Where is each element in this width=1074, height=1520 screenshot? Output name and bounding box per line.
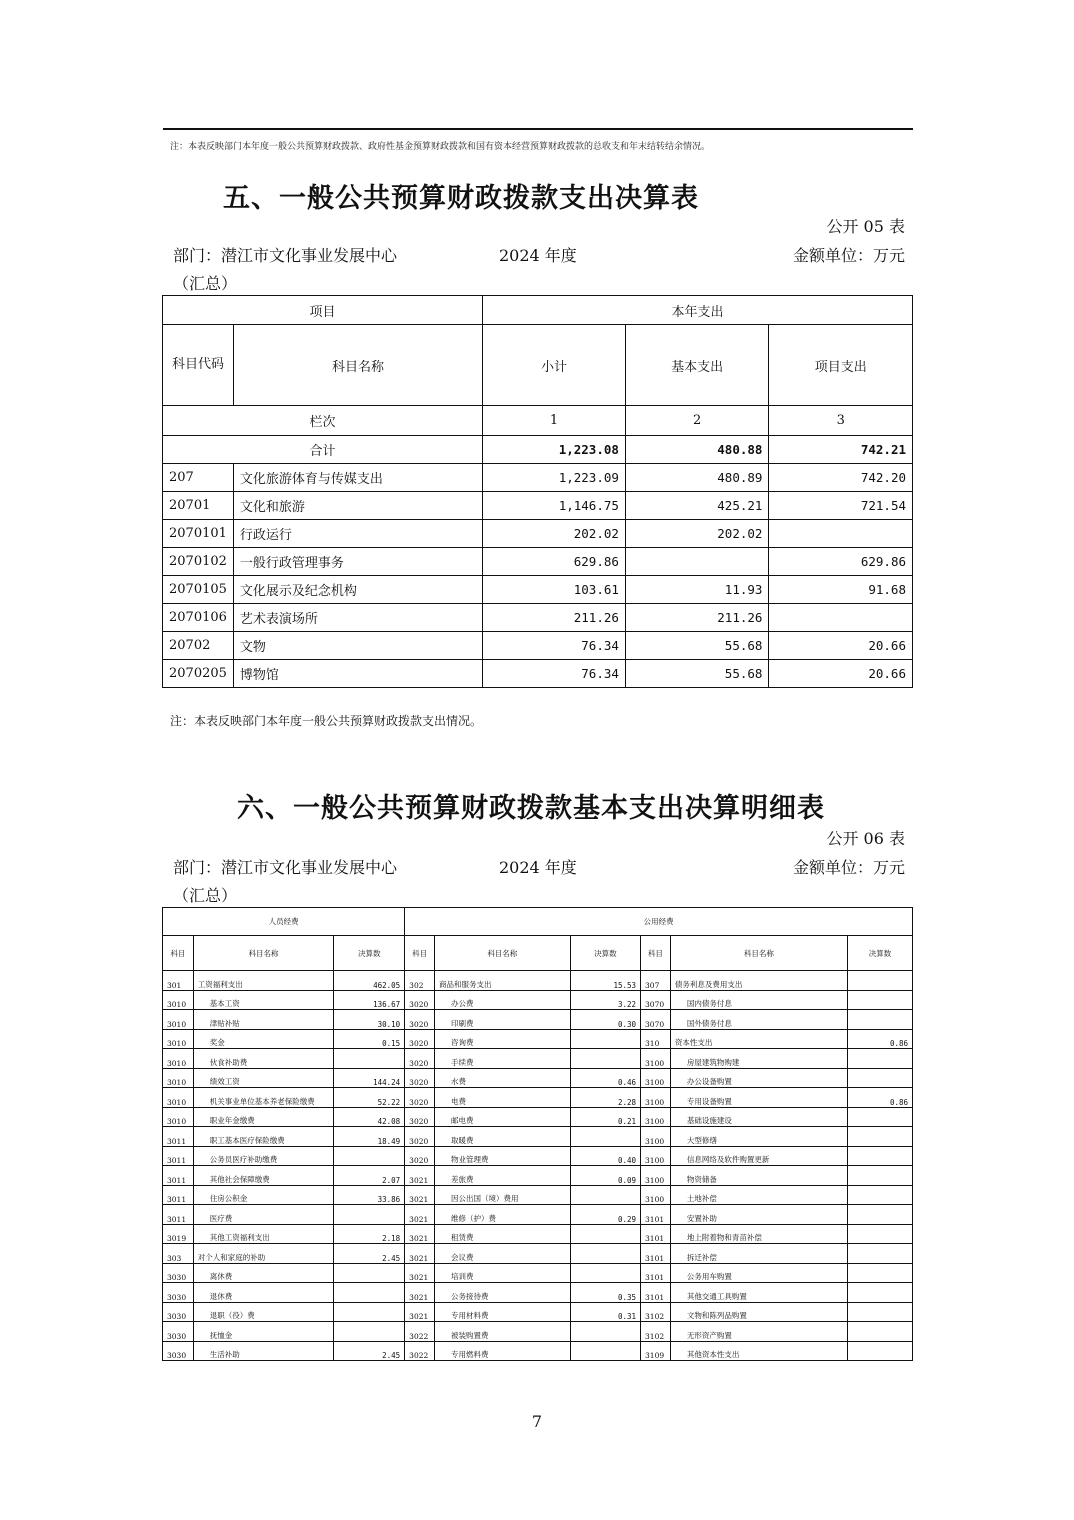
row-project: 20.66: [769, 632, 913, 660]
table6-row: [163, 1283, 913, 1303]
name-1: 津贴补贴: [193, 1010, 334, 1030]
name-2: 专用燃料费: [435, 1341, 571, 1361]
code-3: 3100: [641, 1127, 671, 1147]
code-2: 3020: [405, 1029, 435, 1049]
amount-3: [848, 1224, 913, 1244]
table6-row: [163, 990, 913, 1010]
row-code: 2070106: [163, 604, 234, 632]
name-1: 其他工资福利支出: [193, 1224, 334, 1244]
name-3: 办公设备购置: [670, 1068, 847, 1088]
name-1: 机关事业单位基本养老保险缴费: [193, 1088, 334, 1108]
code-2: 3021: [405, 1263, 435, 1283]
table5-department: 部门：潜江市文化事业发展中心: [173, 246, 398, 265]
row-subtotal: 211.26: [483, 604, 626, 632]
code-2: 3020: [405, 1088, 435, 1108]
row-code: 2070205: [163, 660, 234, 688]
table5-unit: 金额单位：万元: [792, 246, 905, 265]
group-personnel: 人员经费: [163, 908, 405, 936]
code-2: 3021: [405, 1185, 435, 1205]
amount-1: 18.49: [334, 1127, 405, 1147]
amount-1: 33.86: [334, 1185, 405, 1205]
table6-row: [163, 1029, 913, 1049]
table6-row: [163, 1010, 913, 1030]
code-3: 3100: [641, 1068, 671, 1088]
row-subtotal: 103.61: [483, 576, 626, 604]
amount-2: [570, 1224, 640, 1244]
amount-1: 2.45: [334, 1244, 405, 1264]
amount-2: [570, 1029, 640, 1049]
code-1: 3010: [163, 1068, 194, 1088]
code-2: 3021: [405, 1244, 435, 1264]
name-1: 生活补助: [193, 1341, 334, 1361]
name-2: 维修（护）费: [435, 1205, 571, 1225]
code-2: 3020: [405, 1127, 435, 1147]
hdr-code-3: 科目: [641, 936, 671, 971]
code-2: 302: [405, 971, 435, 991]
table5-row: [163, 660, 913, 688]
name-2: 物业管理费: [435, 1146, 571, 1166]
name-3: 信息网络及软件购置更新: [670, 1146, 847, 1166]
header-project: 项目: [163, 296, 483, 325]
table6-row: [163, 1088, 913, 1108]
group-public: 公用经费: [405, 908, 913, 936]
table5-code: 公开 05 表: [826, 217, 905, 236]
table6-row: [163, 1166, 913, 1186]
amount-3: [848, 1049, 913, 1069]
amount-3: [848, 1185, 913, 1205]
code-3: 3101: [641, 1224, 671, 1244]
amount-3: [848, 990, 913, 1010]
amount-3: [848, 1107, 913, 1127]
total-label: 合计: [163, 436, 483, 464]
top-divider: [163, 128, 913, 130]
table6-row: [163, 1224, 913, 1244]
name-3: 公务用车购置: [670, 1263, 847, 1283]
table5-row: [163, 464, 913, 492]
amount-2: 0.40: [570, 1146, 640, 1166]
code-1: 3030: [163, 1322, 194, 1342]
name-2: 手续费: [435, 1049, 571, 1069]
amount-1: [334, 1302, 405, 1322]
code-2: 3021: [405, 1224, 435, 1244]
code-3: 3101: [641, 1244, 671, 1264]
code-2: 3020: [405, 1146, 435, 1166]
name-3: 国内债务付息: [670, 990, 847, 1010]
code-1: 3010: [163, 1049, 194, 1069]
name-3: 大型修缮: [670, 1127, 847, 1147]
name-2: 差旅费: [435, 1166, 571, 1186]
name-3: 无形资产购置: [670, 1322, 847, 1342]
table5-row: [163, 492, 913, 520]
name-3: 物资储备: [670, 1166, 847, 1186]
name-2: 会议费: [435, 1244, 571, 1264]
name-1: 离休费: [193, 1263, 334, 1283]
amount-3: [848, 1283, 913, 1303]
name-3: 土地补偿: [670, 1185, 847, 1205]
row-code: 2070105: [163, 576, 234, 604]
amount-1: 0.15: [334, 1029, 405, 1049]
code-2: 3020: [405, 990, 435, 1010]
row-name: 文化展示及纪念机构: [233, 576, 482, 604]
table5-meta: [173, 243, 905, 266]
header-subtotal: 小计: [483, 325, 626, 406]
amount-2: 3.22: [570, 990, 640, 1010]
row-basic: 11.93: [625, 576, 769, 604]
name-3: 基础设施建设: [670, 1107, 847, 1127]
name-1: 伙食补助费: [193, 1049, 334, 1069]
table6-row: [163, 1068, 913, 1088]
row-name: 文化旅游体育与传媒支出: [233, 464, 482, 492]
row-subtotal: 202.02: [483, 520, 626, 548]
code-1: 3030: [163, 1263, 194, 1283]
code-3: 3100: [641, 1088, 671, 1108]
code-3: 3070: [641, 990, 671, 1010]
name-1: 职工基本医疗保险缴费: [193, 1127, 334, 1147]
row-code: 207: [163, 464, 234, 492]
amount-2: 0.31: [570, 1302, 640, 1322]
total-project: 742.21: [769, 436, 913, 464]
amount-2: 0.29: [570, 1205, 640, 1225]
table6-row: [163, 1322, 913, 1342]
name-3: 国外债务付息: [670, 1010, 847, 1030]
amount-1: 2.18: [334, 1224, 405, 1244]
table6-row: [163, 971, 913, 991]
row-code: 2070101: [163, 520, 234, 548]
amount-2: [570, 1263, 640, 1283]
header-current-year: 本年支出: [483, 296, 913, 325]
code-2: 3020: [405, 1068, 435, 1088]
name-1: 公务员医疗补助缴费: [193, 1146, 334, 1166]
code-1: 3010: [163, 1010, 194, 1030]
name-2: 取暖费: [435, 1127, 571, 1147]
table5-row: [163, 604, 913, 632]
amount-2: [570, 1049, 640, 1069]
code-1: 3030: [163, 1283, 194, 1303]
table5-note: 注：本表反映部门本年度一般公共预算财政拨款支出情况。: [170, 714, 483, 728]
amount-1: [334, 1322, 405, 1342]
header-basic: 基本支出: [625, 325, 769, 406]
header-col1: 1: [483, 406, 626, 436]
row-subtotal: 629.86: [483, 548, 626, 576]
code-1: 3030: [163, 1302, 194, 1322]
hdr-amount-2: 决算数: [570, 936, 640, 971]
name-3: 债务利息及费用支出: [670, 971, 847, 991]
code-2: 3020: [405, 1049, 435, 1069]
amount-2: [570, 1185, 640, 1205]
row-project: 91.68: [769, 576, 913, 604]
amount-3: [848, 1302, 913, 1322]
top-note: 注：本表反映部门本年度一般公共预算财政拨款、政府性基金预算财政拨款和国有资本经营预算财政拨款的总收支和年末结转结余情况。: [170, 142, 711, 152]
amount-3: [848, 1322, 913, 1342]
name-3: 房屋建筑物购建: [670, 1049, 847, 1069]
amount-1: [334, 1263, 405, 1283]
row-code: 2070102: [163, 548, 234, 576]
row-project: 629.86: [769, 548, 913, 576]
amount-1: 136.67: [334, 990, 405, 1010]
amount-1: 2.45: [334, 1341, 405, 1361]
amount-2: 0.30: [570, 1010, 640, 1030]
code-3: 3070: [641, 1010, 671, 1030]
table5-summary-tag: （汇总）: [173, 274, 238, 293]
code-2: 3020: [405, 1107, 435, 1127]
code-1: 303: [163, 1244, 194, 1264]
amount-3: [848, 971, 913, 991]
amount-2: 0.46: [570, 1068, 640, 1088]
amount-1: 144.24: [334, 1068, 405, 1088]
code-1: 3011: [163, 1205, 194, 1225]
table6-title: 六、一般公共预算财政拨款基本支出决算明细表: [237, 793, 825, 824]
code-3: 3100: [641, 1146, 671, 1166]
name-2: 水费: [435, 1068, 571, 1088]
code-3: 3102: [641, 1322, 671, 1342]
table6-row: [163, 1146, 913, 1166]
code-3: 3101: [641, 1263, 671, 1283]
header-project-exp: 项目支出: [769, 325, 913, 406]
amount-3: [848, 1010, 913, 1030]
code-1: 3011: [163, 1127, 194, 1147]
code-3: 3100: [641, 1107, 671, 1127]
name-1: 职业年金缴费: [193, 1107, 334, 1127]
row-project: 742.20: [769, 464, 913, 492]
name-3: 文物和陈列品购置: [670, 1302, 847, 1322]
code-3: 3101: [641, 1205, 671, 1225]
header-name: 科目名称: [233, 325, 482, 406]
amount-3: [848, 1244, 913, 1264]
name-1: 住房公积金: [193, 1185, 334, 1205]
row-subtotal: 76.34: [483, 632, 626, 660]
table6-row: [163, 1341, 913, 1361]
amount-2: 0.21: [570, 1107, 640, 1127]
table5-row: [163, 520, 913, 548]
table5-row: [163, 632, 913, 660]
amount-1: [334, 1205, 405, 1225]
code-1: 3011: [163, 1185, 194, 1205]
table5-title: 五、一般公共预算财政拨款支出决算表: [223, 183, 699, 214]
table6-summary-tag: （汇总）: [173, 886, 238, 905]
row-name: 一般行政管理事务: [233, 548, 482, 576]
code-2: 3021: [405, 1302, 435, 1322]
row-basic: [625, 548, 769, 576]
row-subtotal: 76.34: [483, 660, 626, 688]
total-subtotal: 1,223.08: [483, 436, 626, 464]
code-1: 3010: [163, 1088, 194, 1108]
table6-row: [163, 1049, 913, 1069]
code-1: 3019: [163, 1224, 194, 1244]
table6-code: 公开 06 表: [826, 829, 905, 848]
name-2: 被装购置费: [435, 1322, 571, 1342]
hdr-name-1: 科目名称: [193, 936, 334, 971]
row-basic: 55.68: [625, 660, 769, 688]
code-3: 3100: [641, 1185, 671, 1205]
code-1: 3010: [163, 1107, 194, 1127]
name-3: 安置补助: [670, 1205, 847, 1225]
name-2: 印刷费: [435, 1010, 571, 1030]
table6-year: 2024 年度: [499, 858, 577, 877]
code-3: 3102: [641, 1302, 671, 1322]
name-1: 退职（役）费: [193, 1302, 334, 1322]
amount-2: 0.35: [570, 1283, 640, 1303]
amount-3: [848, 1127, 913, 1147]
amount-2: [570, 1244, 640, 1264]
code-2: 3022: [405, 1341, 435, 1361]
amount-1: [334, 1146, 405, 1166]
hdr-amount-1: 决算数: [334, 936, 405, 971]
code-2: 3022: [405, 1322, 435, 1342]
header-column-order: 栏次: [163, 406, 483, 436]
table5: [162, 295, 913, 688]
code-2: 3021: [405, 1205, 435, 1225]
hdr-name-3: 科目名称: [670, 936, 847, 971]
amount-1: 30.10: [334, 1010, 405, 1030]
amount-1: 52.22: [334, 1088, 405, 1108]
code-1: 3010: [163, 1029, 194, 1049]
row-basic: 202.02: [625, 520, 769, 548]
amount-2: 2.28: [570, 1088, 640, 1108]
code-2: 3021: [405, 1166, 435, 1186]
code-2: 3021: [405, 1283, 435, 1303]
row-basic: 425.21: [625, 492, 769, 520]
name-1: 对个人和家庭的补助: [193, 1244, 334, 1264]
name-1: 绩效工资: [193, 1068, 334, 1088]
name-2: 邮电费: [435, 1107, 571, 1127]
amount-3: [848, 1166, 913, 1186]
table6-row: [163, 1127, 913, 1147]
name-3: 其他资本性支出: [670, 1341, 847, 1361]
header-col2: 2: [625, 406, 769, 436]
name-1: 退休费: [193, 1283, 334, 1303]
row-name: 行政运行: [233, 520, 482, 548]
amount-1: [334, 1049, 405, 1069]
amount-3: 0.86: [848, 1088, 913, 1108]
amount-3: [848, 1205, 913, 1225]
code-3: 310: [641, 1029, 671, 1049]
amount-1: 2.07: [334, 1166, 405, 1186]
row-name: 艺术表演场所: [233, 604, 482, 632]
code-3: 3100: [641, 1049, 671, 1069]
table6-row: [163, 1302, 913, 1322]
name-2: 专用材料费: [435, 1302, 571, 1322]
name-3: 资本性支出: [670, 1029, 847, 1049]
code-1: 3030: [163, 1341, 194, 1361]
table5-year: 2024 年度: [499, 246, 577, 265]
code-3: 307: [641, 971, 671, 991]
row-project: [769, 604, 913, 632]
hdr-amount-3: 决算数: [848, 936, 913, 971]
name-2: 咨询费: [435, 1029, 571, 1049]
row-project: 721.54: [769, 492, 913, 520]
row-basic: 55.68: [625, 632, 769, 660]
table6-row: [163, 1185, 913, 1205]
amount-2: 15.53: [570, 971, 640, 991]
row-name: 文物: [233, 632, 482, 660]
name-1: 医疗费: [193, 1205, 334, 1225]
amount-3: 0.86: [848, 1029, 913, 1049]
name-3: 拆迁补偿: [670, 1244, 847, 1264]
hdr-code-2: 科目: [405, 936, 435, 971]
name-2: 办公费: [435, 990, 571, 1010]
amount-2: 0.09: [570, 1166, 640, 1186]
row-basic: 211.26: [625, 604, 769, 632]
code-2: 3020: [405, 1010, 435, 1030]
total-row: [163, 436, 913, 464]
code-1: 3010: [163, 990, 194, 1010]
row-subtotal: 1,146.75: [483, 492, 626, 520]
name-1: 奖金: [193, 1029, 334, 1049]
table6-row: [163, 1205, 913, 1225]
amount-1: [334, 1283, 405, 1303]
name-1: 抚恤金: [193, 1322, 334, 1342]
name-2: 商品和服务支出: [435, 971, 571, 991]
code-1: 3011: [163, 1146, 194, 1166]
table5-row: [163, 548, 913, 576]
hdr-code-1: 科目: [163, 936, 194, 971]
amount-1: 42.08: [334, 1107, 405, 1127]
row-subtotal: 1,223.09: [483, 464, 626, 492]
table6-row: [163, 1244, 913, 1264]
table6-row: [163, 1107, 913, 1127]
name-2: 培训费: [435, 1263, 571, 1283]
row-basic: 480.89: [625, 464, 769, 492]
table6: [162, 907, 913, 1361]
row-name: 文化和旅游: [233, 492, 482, 520]
table6-meta: [173, 855, 905, 878]
code-3: 3109: [641, 1341, 671, 1361]
amount-2: [570, 1341, 640, 1361]
amount-3: [848, 1146, 913, 1166]
row-project: [769, 520, 913, 548]
name-1: 基本工资: [193, 990, 334, 1010]
amount-2: [570, 1322, 640, 1342]
amount-3: [848, 1341, 913, 1361]
code-1: 301: [163, 971, 194, 991]
name-2: 租赁费: [435, 1224, 571, 1244]
page-number: 7: [531, 1412, 543, 1431]
amount-3: [848, 1068, 913, 1088]
code-3: 3100: [641, 1166, 671, 1186]
row-code: 20702: [163, 632, 234, 660]
row-name: 博物馆: [233, 660, 482, 688]
name-2: 公务接待费: [435, 1283, 571, 1303]
name-1: 其他社会保障缴费: [193, 1166, 334, 1186]
header-code: 科目代码: [163, 325, 234, 406]
header-col3: 3: [769, 406, 913, 436]
table6-unit: 金额单位：万元: [792, 858, 905, 877]
name-2: 电费: [435, 1088, 571, 1108]
row-code: 20701: [163, 492, 234, 520]
code-3: 3101: [641, 1283, 671, 1303]
hdr-name-2: 科目名称: [435, 936, 571, 971]
amount-1: 462.05: [334, 971, 405, 991]
row-project: 20.66: [769, 660, 913, 688]
name-1: 工资福利支出: [193, 971, 334, 991]
table6-row: [163, 1263, 913, 1283]
amount-3: [848, 1263, 913, 1283]
name-3: 地上附着物和青苗补偿: [670, 1224, 847, 1244]
table6-department: 部门：潜江市文化事业发展中心: [173, 858, 398, 877]
amount-2: [570, 1127, 640, 1147]
name-2: 因公出国（境）费用: [435, 1185, 571, 1205]
table5-row: [163, 576, 913, 604]
name-3: 其他交通工具购置: [670, 1283, 847, 1303]
name-3: 专用设备购置: [670, 1088, 847, 1108]
total-basic: 480.88: [625, 436, 769, 464]
code-1: 3011: [163, 1166, 194, 1186]
